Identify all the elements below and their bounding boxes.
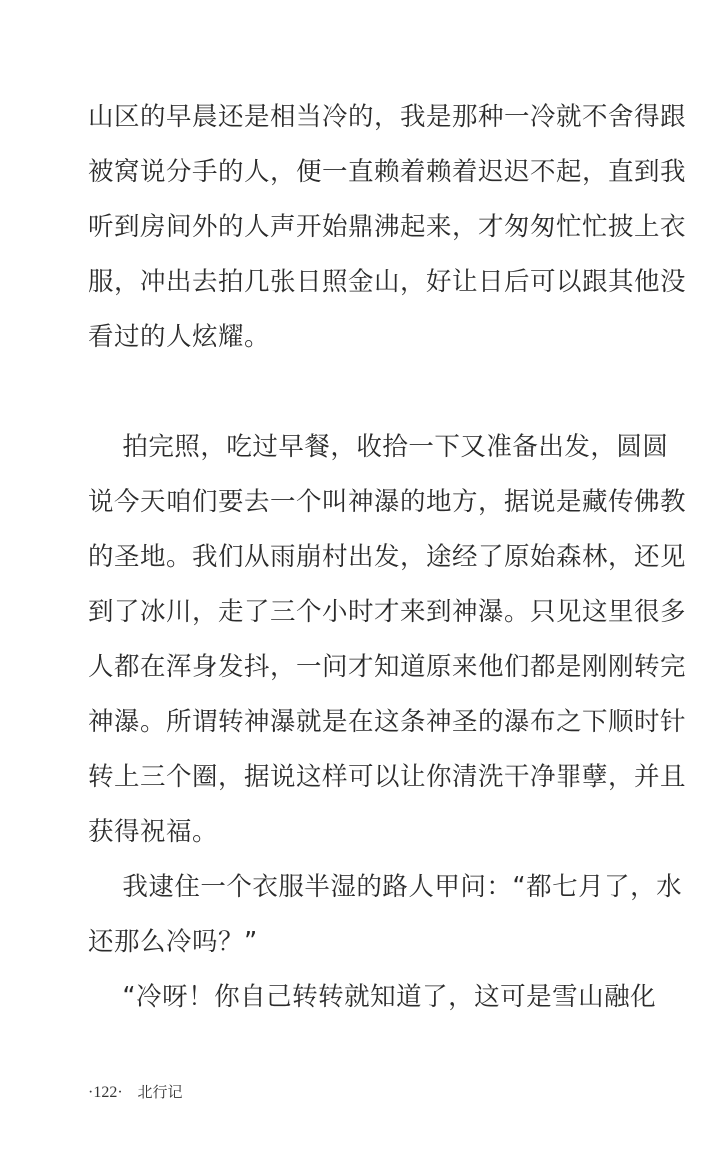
page-number: ·122· — [88, 1084, 123, 1101]
text-line: 人都在浑身发抖，一问才知道原来他们都是刚刚转完 — [88, 652, 687, 682]
text-line: 服，冲出去拍几张日照金山，好让日后可以跟其他没 — [88, 267, 687, 297]
text-line: 还那么冷吗？” — [88, 927, 258, 957]
text-line: 我逮住一个衣服半湿的路人甲问：“都七月了，水 — [88, 872, 683, 902]
page-footer — [88, 1082, 182, 1103]
text-line: 获得祝福。 — [88, 817, 219, 847]
text-line: 拍完照，吃过早餐，收拾一下又准备出发，圆圆 — [88, 432, 669, 462]
book-title: 北行记 — [137, 1083, 183, 1101]
text-line: 看过的人炫耀。 — [88, 322, 271, 352]
text-line: 到了冰川，走了三个小时才来到神瀑。只见这里很多 — [88, 597, 687, 627]
text-line: 听到房间外的人声开始鼎沸起来，才匆匆忙忙披上衣 — [88, 212, 687, 242]
text-line: 转上三个圈，据说这样可以让你清洗干净罪孽，并且 — [88, 762, 687, 792]
text-line: 被窝说分手的人，便一直赖着赖着迟迟不起，直到我 — [88, 157, 687, 187]
text-line: 的圣地。我们从雨崩村出发，途经了原始森林，还见 — [88, 542, 687, 572]
text-line: 山区的早晨还是相当冷的，我是那种一冷就不舍得跟 — [88, 102, 687, 132]
text-line: 说今天咱们要去一个叫神瀑的地方，据说是藏传佛教 — [88, 487, 687, 517]
text-line: “冷呀！你自己转转就知道了，这可是雪山融化 — [88, 982, 657, 1012]
text-line: 神瀑。所谓转神瀑就是在这条神圣的瀑布之下顺时针 — [88, 707, 687, 737]
